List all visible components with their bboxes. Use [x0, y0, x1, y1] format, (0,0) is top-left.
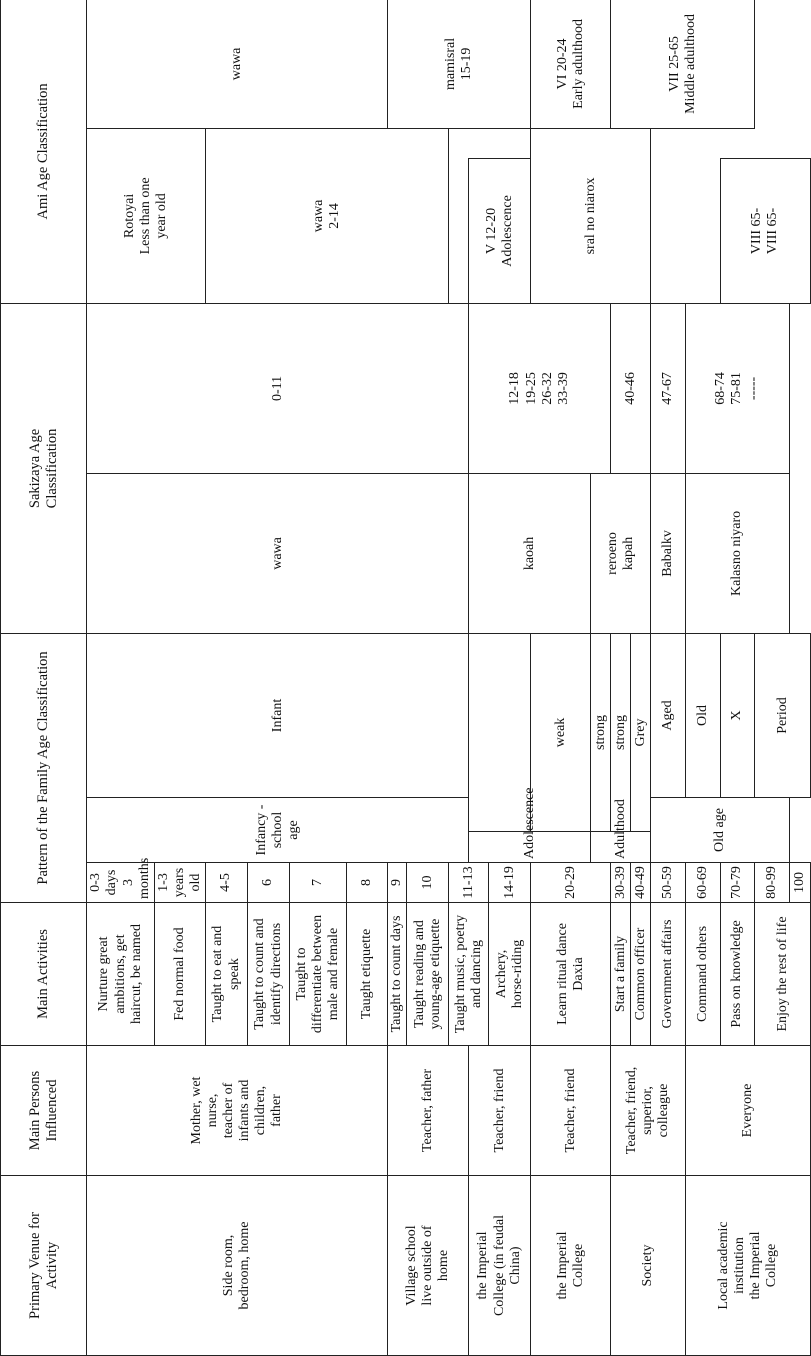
erikson-stage-8: VIII 65- VIII 65-	[720, 158, 811, 303]
family-age-4: 4-5	[206, 863, 248, 903]
sakizaya-kalasno-ages: 68-74 75-81 -----	[685, 303, 789, 473]
family-age-10: 10	[407, 863, 449, 903]
family-age-6: 6	[248, 863, 290, 903]
activity-a70: Pass on knowledge	[720, 903, 755, 1046]
header-family: Pattern of the Family Age Classification	[1, 633, 87, 902]
activity-a8: Taught etiquette	[347, 903, 388, 1046]
activity-a60: Command others	[685, 903, 720, 1046]
activity-a11: Taught music, poetry and dancing	[449, 903, 489, 1046]
header-persons: Main Persons Influenced	[1, 1046, 87, 1176]
family-adolescence: Adolescence	[469, 832, 591, 863]
venue-home: Side room, bedroom, home	[87, 1176, 388, 1356]
persons-colleague: Teacher, friend, superior, colleague	[611, 1046, 686, 1176]
sakizaya-kaoah: kaoah	[469, 473, 591, 633]
venue-imperial-2: the Imperial College	[531, 1176, 611, 1356]
family-age-20: 20-29	[531, 863, 611, 903]
sakizaya-reroeno-age: 40-46	[611, 303, 651, 473]
activity-a1: Fed normal food	[154, 903, 205, 1046]
activity-a7: Taught to differentiate between male and female	[290, 903, 347, 1046]
sakizaya-babalkv: Babalkv	[651, 473, 686, 633]
venue-society: Society	[611, 1176, 686, 1356]
family-period: Period	[755, 633, 811, 797]
persons-teacher-father: Teacher, father	[388, 1046, 469, 1176]
header-sakizaya: Sakizaya Age Classification	[1, 303, 87, 633]
family-strong-1: strong	[591, 633, 611, 831]
family-age-1: 1-3 years old	[154, 863, 205, 903]
family-age-7: 7	[290, 863, 347, 903]
persons-teacher-friend-1: Teacher, friend	[469, 1046, 531, 1176]
ami-wawa-2-14: wawa 2-14	[206, 128, 449, 303]
erikson-stage-7: VII 25-65 Middle adulthood	[611, 0, 755, 128]
activity-a20: Learn ritual dance Daxia	[531, 903, 611, 1046]
family-age-40: 40-49	[631, 863, 651, 903]
erikson-stage-5: V 12-20 Adolescence	[469, 158, 531, 303]
family-age-60: 60-69	[685, 863, 720, 903]
activity-a6: Taught to count and identify directions	[248, 903, 290, 1046]
family-age-70: 70-79	[720, 863, 755, 903]
persons-mother: Mother, wet nurse, teacher of infants and children, father	[87, 1046, 388, 1176]
activity-a50: Government affairs	[651, 903, 686, 1046]
family-age-30: 30-39	[611, 863, 631, 903]
family-old: Old	[685, 633, 720, 797]
persons-everyone: Everyone	[685, 1046, 810, 1176]
family-age-0: 0-3 days 3 months	[87, 863, 154, 903]
activity-a10: Taught reading and young-age etiquette	[407, 903, 449, 1046]
family-old-age: Old age	[651, 798, 790, 863]
sakizaya-kalasno: Kalasno niyaro	[685, 473, 789, 633]
activity-a30: Start a family	[611, 903, 631, 1046]
family-age-50: 50-59	[651, 863, 686, 903]
family-age-8: 8	[347, 863, 388, 903]
activity-a80: Enjoy the rest of life	[755, 903, 811, 1046]
erikson-stage-6: VI 20-24 Early adulthood	[531, 0, 611, 128]
header-activities: Main Activities	[1, 903, 87, 1046]
venue-village: Village school live outside of home	[388, 1176, 469, 1356]
family-strong-2: strong	[611, 633, 631, 831]
header-ami: Ami Age Classification	[1, 0, 87, 303]
activity-a0: Nurture great ambitions, get haircut, be named	[87, 903, 154, 1046]
activity-a40: Common officer	[631, 903, 651, 1046]
ami-sral: sral no niarox	[531, 128, 651, 303]
family-weak: weak	[531, 633, 591, 831]
activity-a4: Taught to eat and speak	[206, 903, 248, 1046]
sakizaya-reroeno: reroeno kapah	[591, 473, 651, 633]
family-age-100: 100	[790, 863, 811, 903]
family-grey: Grey	[631, 633, 651, 831]
activity-a14: Archery, horse-riding	[489, 903, 531, 1046]
sakizaya-wawa: wawa	[87, 473, 469, 633]
ami-rotoyai: Rotoyai Less than one year old	[87, 128, 206, 303]
family-age-11: 11-13	[449, 863, 489, 903]
venue-imperial-1: the Imperial College (in feudal China)	[469, 1176, 531, 1356]
persons-teacher-friend-2: Teacher, friend	[531, 1046, 611, 1176]
ami-mamisral: mamisral 15-19	[388, 0, 531, 128]
family-aged: Aged	[651, 633, 686, 797]
sakizaya-kaoah-ages: 12-18 19-25 26-32 33-39	[469, 303, 611, 473]
sakizaya-babalkv-age: 47-67	[651, 303, 686, 473]
family-adulthood: Adulthood	[591, 832, 651, 863]
family-age-9: 9	[388, 863, 407, 903]
family-age-14: 14-19	[489, 863, 531, 903]
family-infancy: Infancy - school age	[87, 798, 469, 863]
activity-a9: Taught to count days	[388, 903, 407, 1046]
family-infant: Infant	[87, 633, 469, 797]
family-age-80: 80-99	[755, 863, 790, 903]
header-venue: Primary Venue for Activity	[1, 1176, 87, 1356]
sakizaya-wawa-age: 0-11	[87, 303, 469, 473]
ami-wawa: wawa	[87, 0, 388, 128]
family-x: X	[720, 633, 755, 797]
venue-local: Local academic institution the Imperial College	[685, 1176, 810, 1356]
